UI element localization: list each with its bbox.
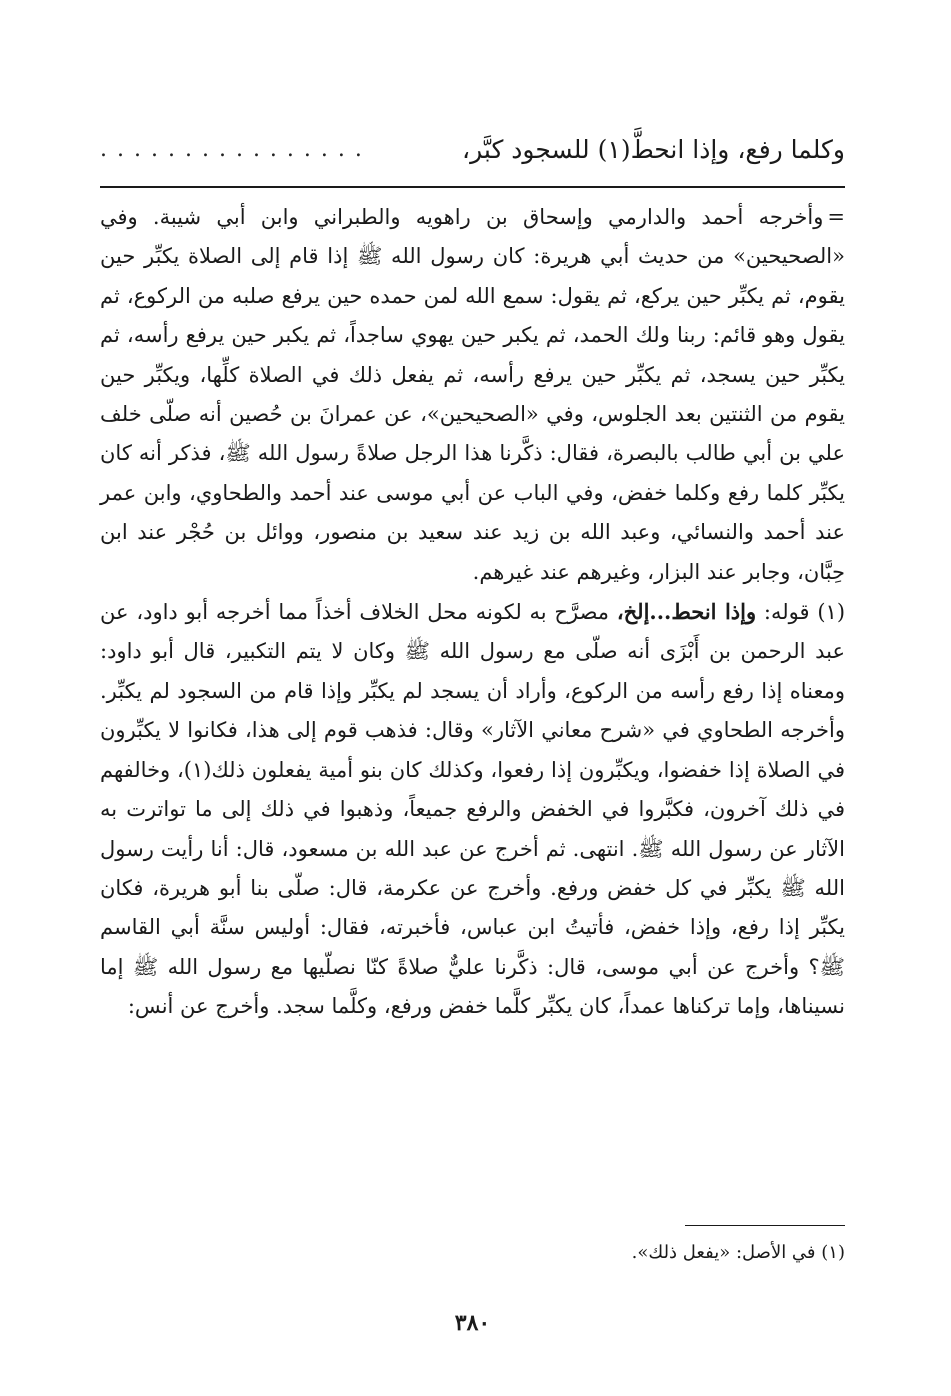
continuation-mark: =	[827, 205, 846, 229]
commentary-block	[100, 198, 845, 1027]
matn-dots: ................	[100, 136, 372, 162]
footnote-rule	[685, 1225, 845, 1226]
commentary-paragraph-2	[100, 592, 845, 1026]
commentary-text-1: وأخرجه أحمد والدارمي وإسحاق بن راهويه والطبراني وابن أبي شيبة. وفي «الصحيحين» من حديث أبي هريرة: كان رسول الله ﷺ إذا قام إلى الصلاة يكبِّر حين يقوم، ثم يكبِّر حين يركع، ثم يقول: سمع الله لمن حمده حين يرفع صلبه من الركوع، ثم يقول وهو قائم: ربنا ولك الحمد، ثم يكبر حين يهوي ساجداً، ثم يكبر حين يرفع رأسه، ثم يكبِّر حين يسجد، ثم يكبِّر حين يرفع رأسه، ثم يفعل ذلك في الصلاة كلِّها، ويكبِّر حين يقوم من الثنتين بعد الجلوس، وفي «الصحيحين»، عن عمرانَ بن حُصين أنه صلّى خلف علي بن أبي طالب بالبصرة، فقال: ذكَّرنا هذا الرجل صلاةً رسول الله ﷺ، فذكر أنه كان يكبِّر كلما رفع وكلما خفض، وفي الباب عن أبي موسى عند أحمد والطحاوي، وابن عمر عند أحمد والنسائي، وعبد الله بن زيد عند سعيد بن منصور، ووائل بن حُجْر عند ابن حِبَّان، وجابر عند البزار، وغيرهم عند غيرهم.	[100, 205, 845, 584]
page-number: ٣٨٠	[454, 1310, 491, 1336]
header-rule	[100, 186, 845, 188]
note-quoted-phrase: وإذا انحط...إلخ،	[616, 599, 757, 625]
note-lead: (١) قوله:	[756, 600, 846, 625]
book-page	[100, 0, 845, 1396]
footnote: (١) في الأصل: «يفعل ذلك».	[631, 1242, 845, 1263]
matn-line	[100, 126, 845, 172]
commentary-paragraph-1	[100, 198, 845, 592]
commentary-text-2: مصرَّح به لكونه محل الخلاف أخذاً مما أخرجه أبو داود، عن عبد الرحمن بن أَبْزَى أنه صلّى مع رسول الله ﷺ وكان لا يتم التكبير، قال أبو داود: ومعناه إذا رفع رأسه من الركوع، وأراد أن يسجد لم يكبِّر وإذا قام من السجود لم يكبِّر. وأخرجه الطحاوي في «شرح معاني الآثار» وقال: فذهب قوم إلى هذا، فكانوا لا يكبِّرون في الصلاة إذا خفضوا، ويكبِّرون إذا رفعوا، وكذلك كان بنو أمية يفعلون ذلك(١)، وخالفهم في ذلك آخرون، فكبَّروا في الخفض والرفع جميعاً، وذهبوا في ذلك إلى ما تواترت به الآثار عن رسول الله ﷺ. انتهى. ثم أخرج عن عبد الله بن مسعود، قال: أنا رأيت رسول الله ﷺ يكبِّر في كل خفض ورفع. وأخرج عن عكرمة، قال: صلّى بنا أبو هريرة، فكان يكبِّر إذا رفع، وإذا خفض، فأتيتُ ابن عباس، فأخبرته، فقال: أوليس سنَّة أبي القاسم ﷺ؟ وأخرج عن أبي موسى، قال: ذكَّرنا عليٌّ صلاةً كنّا نصلّيها مع رسول الله ﷺ إما نسيناها، وإما تركناها عمداً، كان يكبِّر كلَّما خفض ورفع، وكلَّما سجد. وأخرج عن أنس:	[100, 600, 845, 1019]
matn-text: وكلما رفع، وإذا انحطَّ(١) للسجود كبَّر،	[462, 134, 845, 164]
